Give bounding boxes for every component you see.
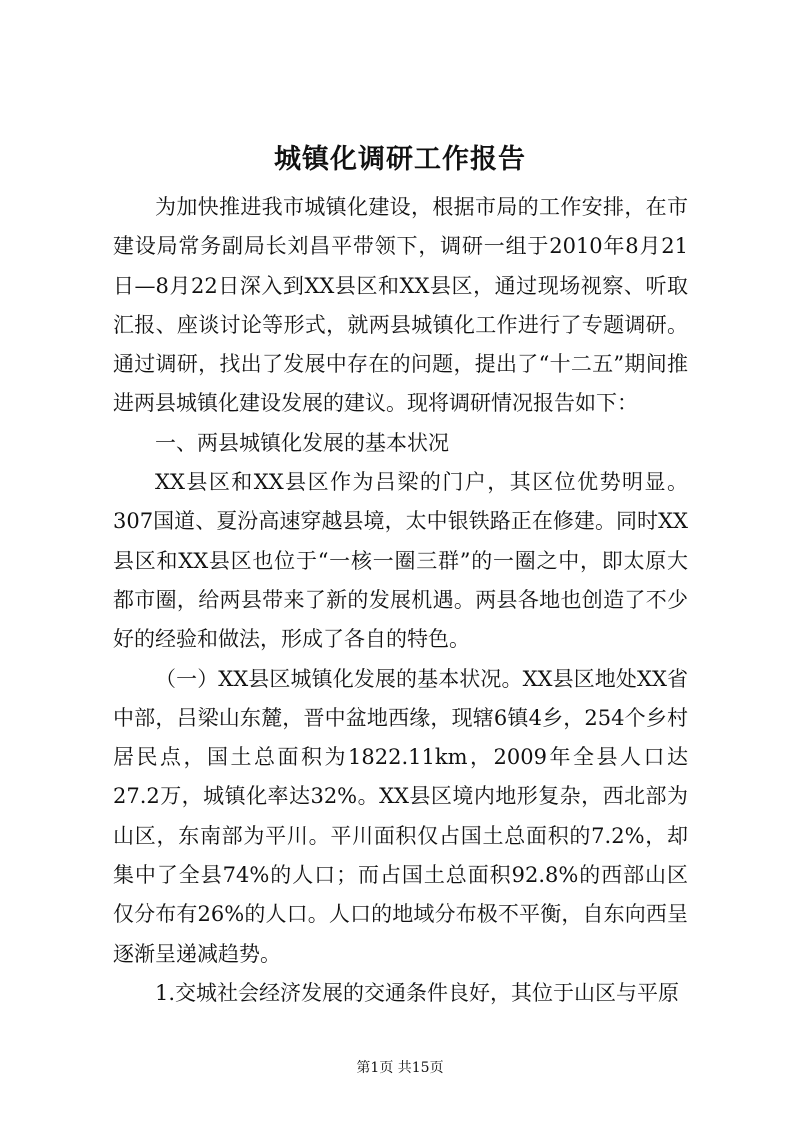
paragraph-intro: 为加快推进我市城镇化建设，根据市局的工作安排，在市建设局常务副局长刘昌平带领下，调研一组于2010年8月21日—8月22日深入到XX县区和XX县区，通过现场视察、听取汇报、座谈讨论等形式，就两县城镇化工作进行了专题调研。通过调研，找出了发展中存在的问题，提出了“十二五”期间推进两县城镇化建设发展的建议。现将调研情况报告如下： bbox=[113, 195, 688, 416]
paragraph-subsection: （一）XX县区城镇化发展的基本状况。XX县区地处XX省中部，吕梁山东麓，晋中盆地西缘，现辖6镇4乡，254个乡村居民点，国土总面积为1822.11km，2009年全县人口达27.2万，城镇化率达32%。XX县区境内地形复杂，西北部为山区，东南部为平川。平川面积仅占国土总面积的7.2%，却集中了全县74%的人口；而占国土总面积92.8%的西部山区仅分布有26%的人口。人口的地域分布极不平衡，自东向西呈逐渐呈递减趋势。 bbox=[113, 666, 688, 966]
paragraph-location: XX县区和XX县区作为吕梁的门户，其区位优势明显。307国道、夏汾高速穿越县境，太中银铁路正在修建。同时XX县区和XX县区也位于“一核一圈三群”的一圈之中，即太原大都市圈，给两县带来了新的发展机遇。两县各地也创造了不少好的经验和做法，形成了各自的特色。 bbox=[113, 470, 688, 652]
document-body bbox=[113, 188, 688, 1013]
page-footer: 第1页 共15页 bbox=[356, 1060, 444, 1076]
document-title: 城镇化调研工作报告 bbox=[274, 144, 526, 175]
paragraph-item-1: 1.交城社会经济发展的交通条件良好，其位于山区与平原 bbox=[155, 980, 680, 1005]
section-heading: 一、两县城镇化发展的基本状况 bbox=[155, 430, 449, 455]
